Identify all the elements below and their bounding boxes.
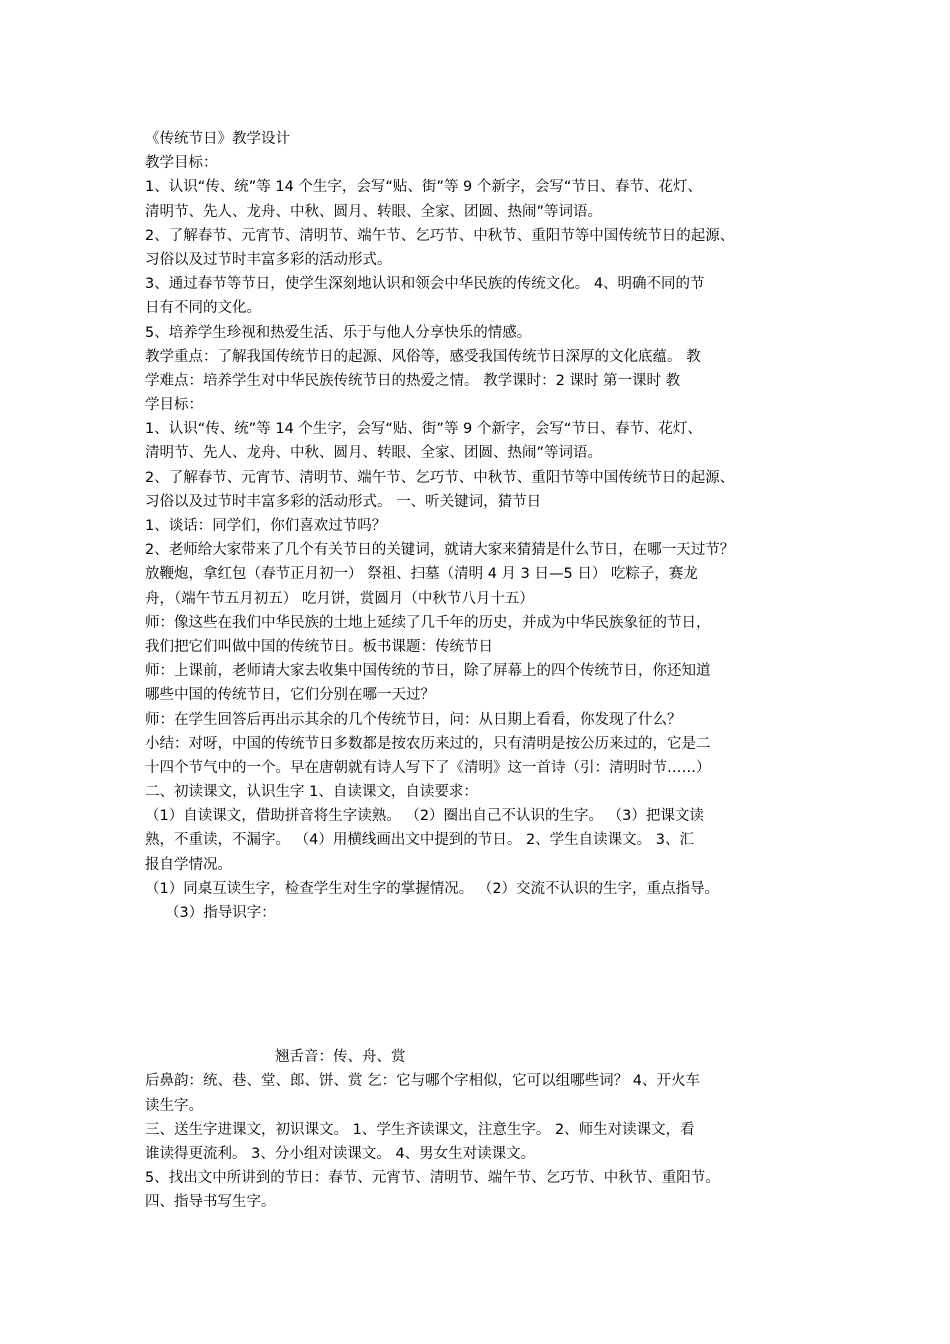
text-line: 哪些中国的传统节日，它们分别在哪一天过？ bbox=[145, 687, 435, 704]
text-line: 四、指导书写生字。 bbox=[145, 1194, 276, 1211]
text-line: 二、初读课文，认识生字 1、自读课文，自读要求： bbox=[145, 784, 478, 801]
text-line: 翘舌音：传、舟、赏 bbox=[275, 1049, 406, 1066]
text-line: 习俗以及过节时丰富多彩的活动形式。 一、听关键词，猜节日 bbox=[145, 493, 542, 510]
text-line: 习俗以及过节时丰富多彩的活动形式。 bbox=[145, 251, 392, 268]
text-line: 5、找出文中所讲到的节日：春节、元宵节、清明节、端午节、乞巧节、中秋节、重阳节。 bbox=[145, 1170, 720, 1187]
section-heading: 教学目标： bbox=[145, 155, 218, 172]
text-line: 2、了解春节、元宵节、清明节、端午节、乞巧节、中秋节、重阳节等中国传统节日的起源、 bbox=[145, 469, 735, 486]
text-line: 2、老师给大家带来了几个有关节日的关键词，就请大家来猜猜是什么节日，在哪一天过节？ bbox=[145, 542, 735, 559]
text-line: 教学重点：了解我国传统节日的起源、风俗等，感受我国传统节日深厚的文化底蕴。 教 bbox=[145, 348, 701, 365]
text-line: 3、通过春节等节日，使学生深刻地认识和领会中华民族的传统文化。 4、明确不同的节 bbox=[145, 276, 705, 293]
text-line: 放鞭炮，拿红包（春节正月初一） 祭祖、扫墓（清明 4 月 3 日—5 日） 吃粽子，赛龙 bbox=[145, 566, 698, 583]
document-body bbox=[145, 127, 825, 1215]
text-line: 5、培养学生珍视和热爱生活、乐于与他人分享快乐的情感。 bbox=[145, 324, 532, 341]
text-line: 师：在学生回答后再出示其余的几个传统节日，问：从日期上看看，你发现了什么？ bbox=[145, 711, 682, 728]
text-line: 十四个节气中的一个。早在唐朝就有诗人写下了《清明》这一首诗（引：清明时节……） bbox=[145, 759, 711, 776]
text-line: 清明节、先人、龙舟、中秋、圆月、转眼、全家、团圆、热闹”等词语。 bbox=[145, 445, 603, 462]
text-line: 我们把它们叫做中国的传统节日。板书课题：传统节日 bbox=[145, 638, 493, 655]
blank-space bbox=[145, 925, 825, 1045]
text-line: 谁读得更流利。 3、分小组对读课文。 4、男女生对读课文。 bbox=[145, 1145, 536, 1162]
text-line: 小结：对呀，中国的传统节日多数都是按农历来过的，只有清明是按公历来过的，它是二 bbox=[145, 735, 711, 752]
text-line: 2、了解春节、元宵节、清明节、端午节、乞巧节、中秋节、重阳节等中国传统节日的起源、 bbox=[145, 227, 735, 244]
text-line: 后鼻韵：统、巷、堂、郎、饼、赏 乞：它与哪个字相似，它可以组哪些词？ 4、开火车 bbox=[145, 1073, 700, 1090]
text-line: 报自学情况。 bbox=[145, 856, 232, 873]
text-line: 师：上课前，老师请大家去收集中国传统的节日，除了屏幕上的四个传统节日，你还知道 bbox=[145, 663, 711, 680]
text-line: 熟，不重读，不漏字。 （4）用横线画出文中提到的节日。 2、学生自读课文。 3、汇 bbox=[145, 832, 695, 849]
text-line: 三、送生字进课文，初识课文。 1、学生齐读课文，注意生字。 2、师生对读课文，看 bbox=[145, 1121, 695, 1138]
text-line: 1、认识“传、统”等 14 个生字，会写“贴、街”等 9 个新字，会写“节日、春节、花灯、 bbox=[145, 179, 702, 196]
document-title: 《传统节日》教学设计 bbox=[145, 131, 290, 147]
text-line: 清明节、先人、龙舟、中秋、圆月、转眼、全家、团圆、热闹”等词语。 bbox=[145, 203, 603, 220]
text-line: （1）同桌互读生字，检查学生对生字的掌握情况。 （2）交流不认识的生字，重点指导。 bbox=[145, 880, 720, 897]
text-line: 学目标： bbox=[145, 397, 203, 414]
text-line: 舟，（端午节五月初五） 吃月饼，赏圆月（中秋节八月十五） bbox=[145, 590, 534, 607]
text-line: （3）指导识字： bbox=[165, 905, 276, 921]
text-line: 日有不同的文化。 bbox=[145, 300, 261, 317]
text-line: （1）自读课文，借助拼音将生字读熟。 （2）圈出自己不认识的生字。 （3）把课文读 bbox=[145, 808, 704, 825]
text-line: 1、谈话：同学们，你们喜欢过节吗？ bbox=[145, 518, 387, 534]
text-line: 学难点：培养学生对中华民族传统节日的热爱之情。 教学课时：2 课时 第一课时 教 bbox=[145, 372, 681, 389]
text-line: 读生字。 bbox=[145, 1097, 203, 1114]
text-line: 1、认识“传、统”等 14 个生字，会写“贴、街”等 9 个新字，会写“节日、春节、花灯、 bbox=[145, 421, 702, 438]
text-line: 师：像这些在我们中华民族的土地上延续了几千年的历史，并成为中华民族象征的节日， bbox=[145, 614, 711, 631]
